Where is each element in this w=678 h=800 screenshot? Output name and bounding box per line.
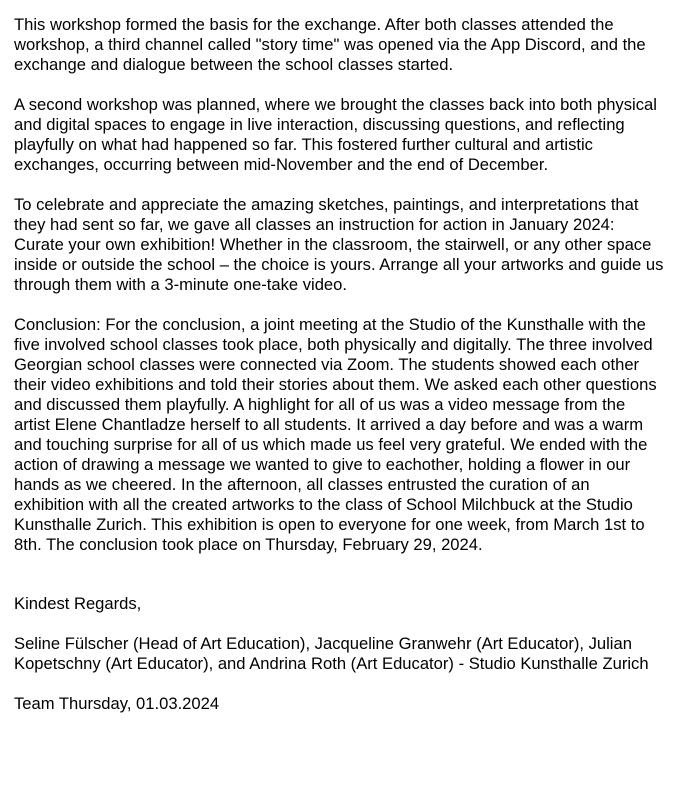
paragraph-second-workshop: A second workshop was planned, where we brought the classes back into both physical and digital spaces to engage in live interaction, discussing questions, and reflecting playfully on what had happened so far. This fostered further cultural and artistic exchanges, occurring between mid-November and the end of December. [14, 95, 657, 174]
paragraph-conclusion: Conclusion: For the conclusion, a joint meeting at the Studio of the Kunsthalle with the five involved school classes took place, both physically and digitally. The three involved Georgian school classes were connected via Zoom. The students showed each other their video exhibitions and told their stories about them. We asked each other questions and discussed them playfully. A highlight for all of us was a video message from the artist Elene Chantladze herself to all students. It arrived a day before and was a warm and touching surprise for all of us which made us feel very grateful. We ended with the action of drawing a message we wanted to give to eachother, holding a flower in our hands as we cheered. In the afternoon, all classes entrusted the curation of an exhibition with all the created artworks to the class of School Milchbuck at the Studio Kunsthalle Zurich. This exhibition is open to everyone for one week, from March 1st to 8th. The conclusion took place on Thursday, February 29, 2024. [14, 315, 657, 554]
paragraph-exhibition-instruction: To celebrate and appreciate the amazing sketches, paintings, and interpretations that they had sent so far, we gave all classes an instruction for action in January 2024: Curate your own exhibition! Whether in the classroom, the stairwell, or any other space inside or outside the school – the choice is yours. Arrange all your artworks and guide us through them with a 3-minute one-take video. [14, 195, 664, 294]
signatories: Seline Fülscher (Head of Art Education), Jacqueline Granwehr (Art Educator), Julian Kopetschny (Art Educator), and Andrina Roth (Art Educator) - Studio Kunsthalle Zurich [14, 634, 649, 673]
team-date-line: Team Thursday, 01.03.2024 [14, 694, 220, 713]
paragraph-workshop-basis: This workshop formed the basis for the exchange. After both classes attended the workshop, a third channel called "story time" was opened via the App Discord, and the exchange and dialogue between the school classes started. [14, 15, 646, 74]
document-body [14, 15, 664, 734]
closing-greeting: Kindest Regards, [14, 594, 142, 613]
